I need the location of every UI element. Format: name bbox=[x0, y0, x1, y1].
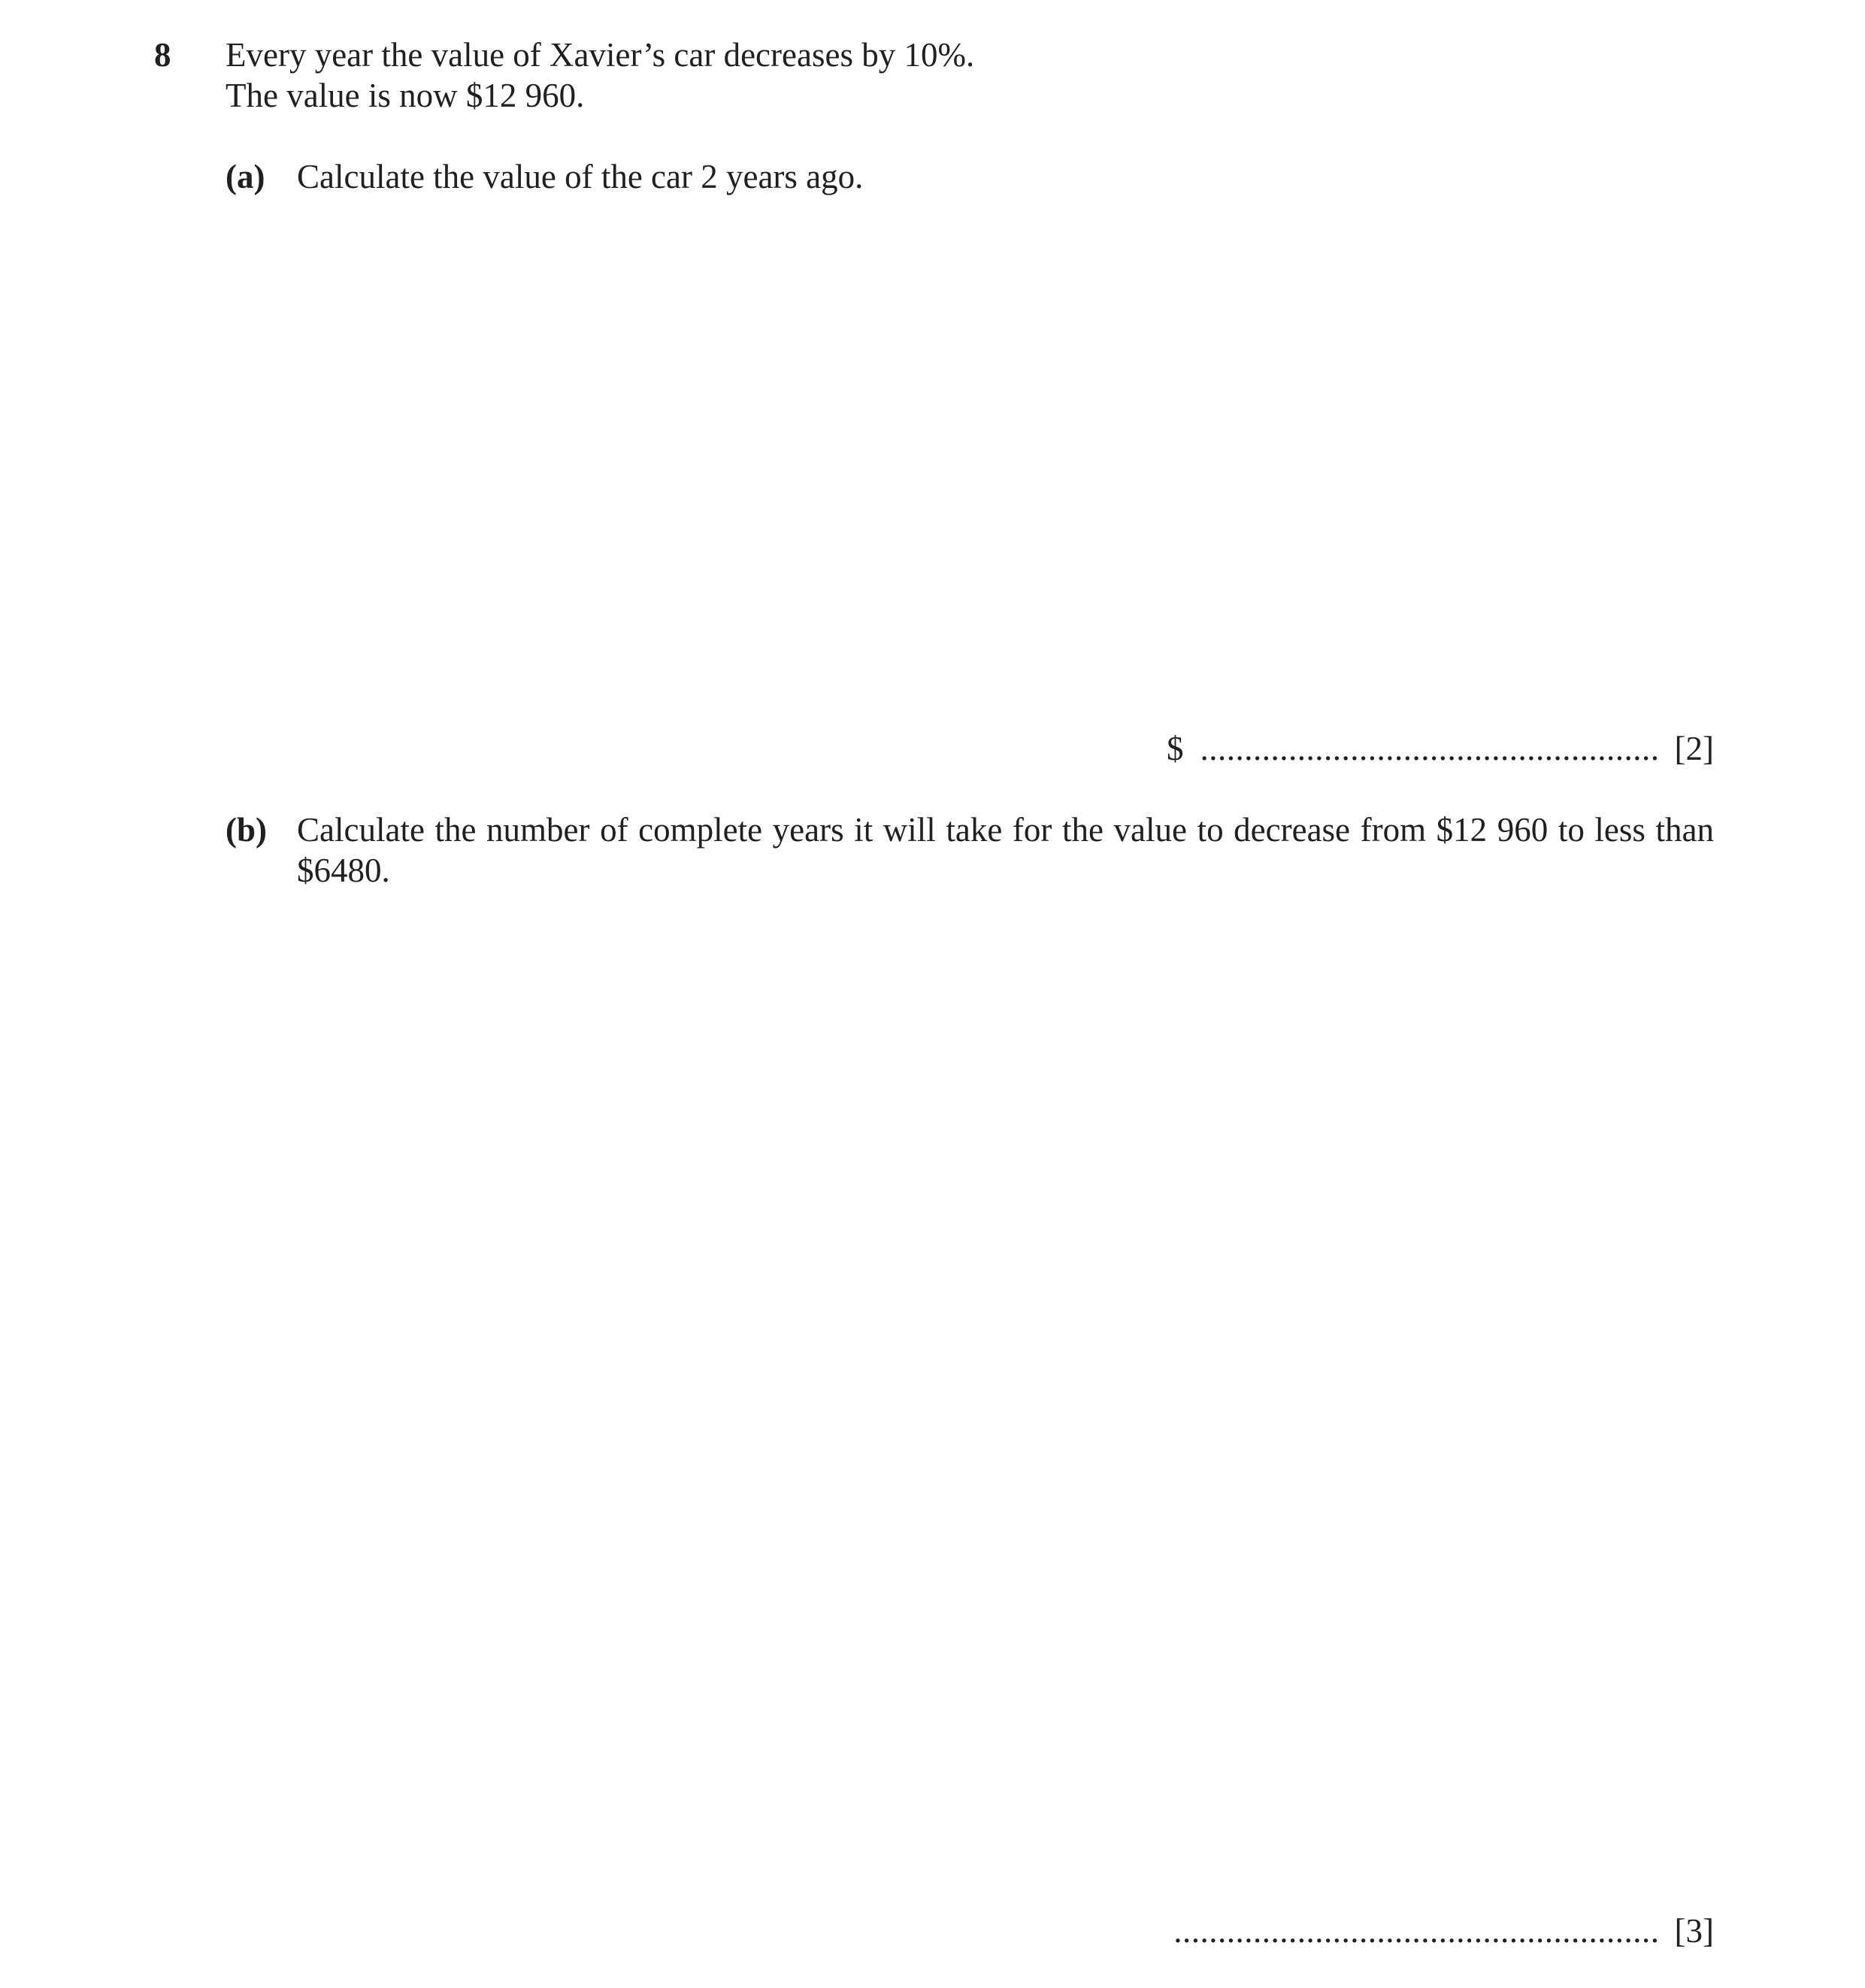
part-b-question: Calculate the number of complete years it will take for the value to decrease from $12 960 to less than $6480. bbox=[297, 811, 1714, 889]
part-a-label: (a) bbox=[226, 158, 265, 195]
stem-line-2: The value is now $12 960. bbox=[226, 77, 585, 114]
part-a-question: Calculate the value of the car 2 years ago. bbox=[297, 158, 864, 195]
stem-line-1: Every year the value of Xavier’s car decreases by 10%. bbox=[226, 36, 975, 74]
part-a-answer-line[interactable] bbox=[1167, 728, 1714, 769]
part-b-label: (b) bbox=[226, 811, 267, 849]
question-number: 8 bbox=[154, 36, 171, 74]
part-b-answer-line[interactable] bbox=[1173, 1911, 1714, 1951]
answer-dots[interactable]: .................................................... bbox=[1200, 730, 1660, 767]
answer-dots[interactable]: ....................................................... bbox=[1173, 1912, 1660, 1950]
question-stem bbox=[226, 35, 974, 116]
marks-badge: [2] bbox=[1674, 730, 1714, 767]
marks-badge: [3] bbox=[1674, 1912, 1714, 1950]
dollar-sign: $ bbox=[1167, 730, 1184, 767]
